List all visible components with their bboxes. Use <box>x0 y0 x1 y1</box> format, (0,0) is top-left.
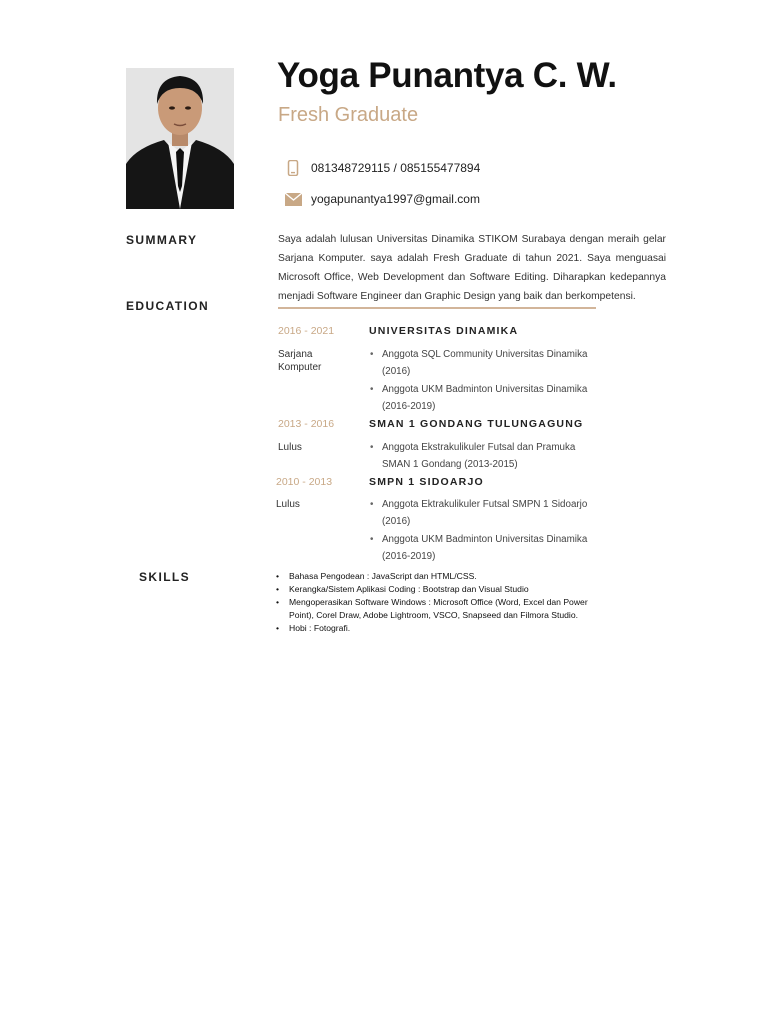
education-school: UNIVERSITAS DINAMIKA <box>369 325 519 337</box>
job-title: Fresh Graduate <box>278 104 419 126</box>
list-item: • Anggota UKM Badminton Universitas Dinamika (2016-2019) <box>369 531 601 565</box>
skills-list <box>276 570 598 635</box>
list-item: • Anggota Ekstrakulikuler Futsal dan Pramuka SMAN 1 Gondang (2013-2015) <box>369 439 601 473</box>
education-activities <box>369 496 601 566</box>
profile-photo <box>126 68 234 209</box>
phone-number: 081348729115 / 085155477894 <box>311 161 481 175</box>
list-item: • Kerangka/Sistem Aplikasi Coding : Bootstrap dan Visual Studio <box>276 583 598 596</box>
education-degree: Lulus <box>276 499 300 510</box>
education-activities <box>369 439 601 474</box>
education-school: SMAN 1 GONDANG TULUNGAGUNG <box>369 418 584 430</box>
phone-icon <box>285 160 301 176</box>
list-item: • Anggota Ektrakulikuler Futsal SMPN 1 Sidoarjo (2016) <box>369 496 601 530</box>
education-degree: Sarjana Komputer <box>278 349 322 373</box>
education-degree: Lulus <box>278 442 302 453</box>
section-education: EDUCATION <box>126 299 210 313</box>
divider <box>278 307 596 309</box>
education-years: 2010 - 2013 <box>276 476 333 488</box>
education-activities <box>369 346 601 416</box>
list-item: • Anggota UKM Badminton Universitas Dinamika (2016-2019) <box>369 381 601 415</box>
education-years: 2013 - 2016 <box>278 418 335 430</box>
list-item: • Hobi : Fotografi. <box>276 622 598 635</box>
education-years: 2016 - 2021 <box>278 325 335 337</box>
list-item: • Anggota SQL Community Universitas Dinamika (2016) <box>369 346 601 380</box>
education-school: SMPN 1 SIDOARJO <box>369 476 484 488</box>
candidate-name: Yoga Punantya C. W. <box>277 56 617 95</box>
email-address: yogapunantya1997@gmail.com <box>311 192 480 206</box>
envelope-icon <box>285 193 302 206</box>
summary-text: Saya adalah lulusan Universitas Dinamika STIKOM Surabaya dengan meraih gelar Sarjana Komputer. saya adalah Fresh Graduate di tahun 2021. Saya menguasai Microsoft Office, Web Development dan Software Editing. Diharapkan kedepannya menjadi Software Engineer dan Graphic Design yang baik dan berkompetensi. <box>278 234 666 302</box>
list-item: • Mengoperasikan Software Windows : Microsoft Office (Word, Excel dan Power Point), Corel Draw, Adobe Lightroom, VSCO, Snapseed dan Filmora Studio. <box>276 596 598 622</box>
list-item: • Bahasa Pengodean : JavaScript dan HTML/CSS. <box>276 570 598 583</box>
section-summary: SUMMARY <box>126 233 198 247</box>
section-skills: SKILLS <box>139 570 191 584</box>
